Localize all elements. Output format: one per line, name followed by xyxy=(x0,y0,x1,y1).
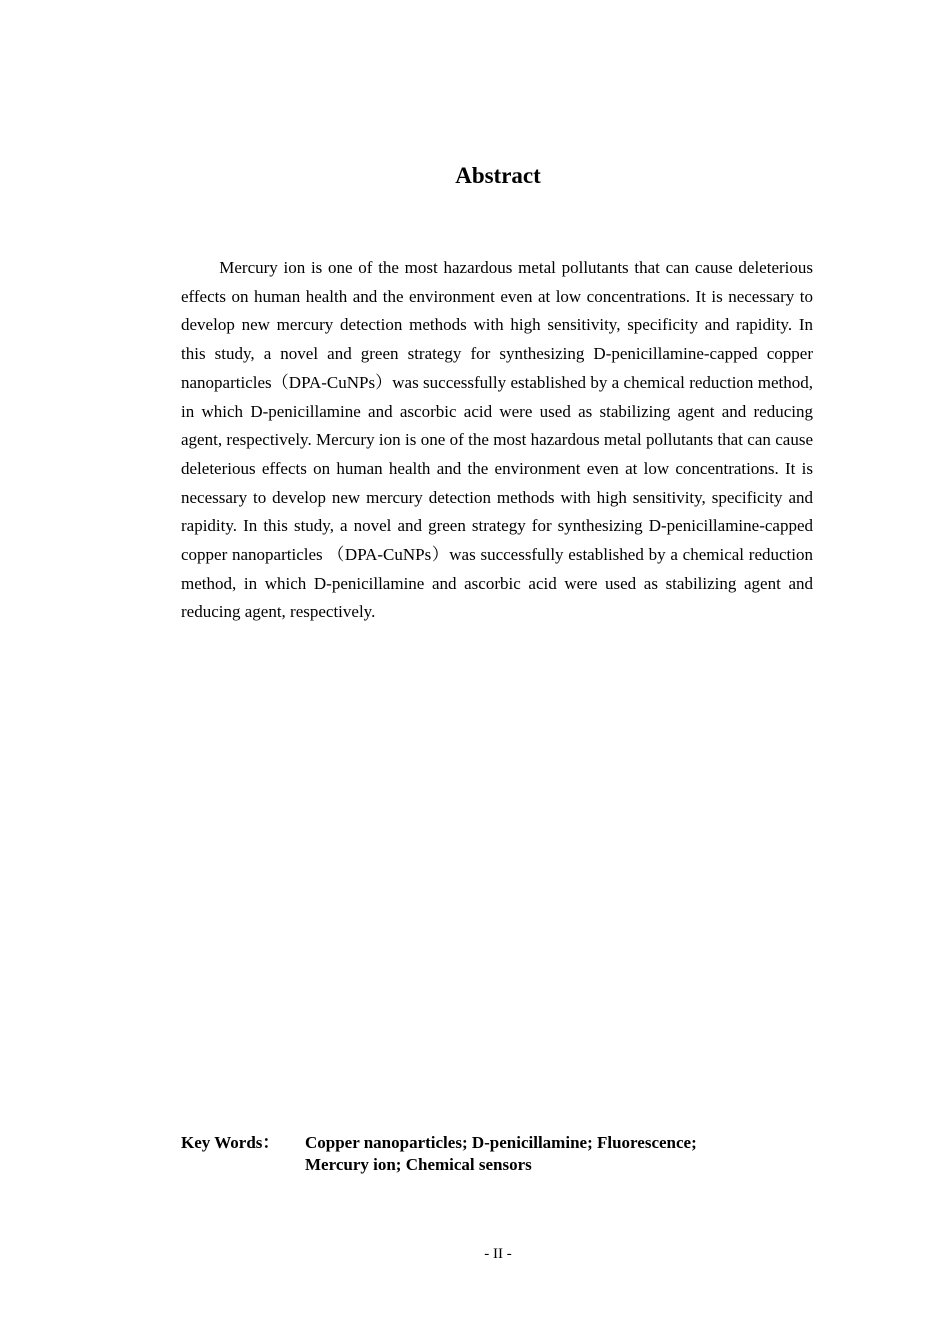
keywords-label: Key Words： xyxy=(181,1133,280,1152)
keywords-line-1: Copper nanoparticles; D-penicillamine; Fluorescence; xyxy=(305,1133,697,1152)
keywords-values xyxy=(305,1132,775,1176)
keywords-section xyxy=(181,1132,821,1176)
abstract-body-text: Mercury ion is one of the most hazardous metal pollutants that can cause deleterious effects on human health and the environment even at low concentrations. It is necessary to develop new mercury detection methods with high sensitivity, specificity and rapidity. In this study, a novel and green strategy for synthesizing D-penicillamine-capped copper nanoparticles（DPA-CuNPs）was successfully established by a chemical reduction method, in which D-penicillamine and ascorbic acid were used as stabilizing agent and reducing agent, respectively. Mercury ion is one of the most hazardous metal pollutants that can cause deleterious effects on human health and the environment even at low concentrations. It is necessary to develop new mercury detection methods with high sensitivity, specificity and rapidity. In this study, a novel and green strategy for synthesizing D-penicillamine-capped copper nanoparticles （DPA-CuNPs）was successfully established by a chemical reduction method, in which D-penicillamine and ascorbic acid were used as stabilizing agent and reducing agent, respectively. xyxy=(181,258,813,622)
abstract-title: Abstract xyxy=(455,163,541,188)
keywords-line-2: Mercury ion; Chemical sensors xyxy=(305,1155,532,1174)
page-number: - II - xyxy=(484,1246,512,1262)
